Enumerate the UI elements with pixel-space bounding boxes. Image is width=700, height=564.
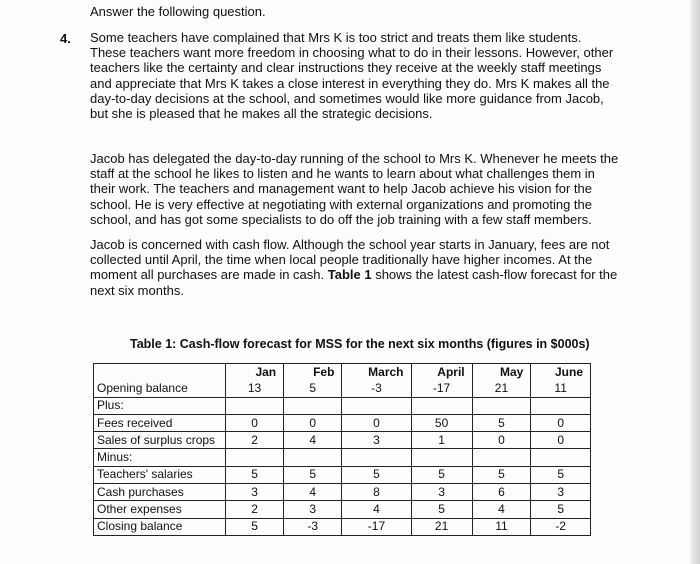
cell-value: 21 <box>472 380 531 397</box>
row-label: Sales of surplus crops <box>94 432 226 449</box>
cell-value <box>342 397 411 414</box>
row-label: Opening balance <box>94 380 226 397</box>
cell-value <box>472 397 531 414</box>
cell-value: 13 <box>225 380 283 397</box>
instruction-text: Answer the following question. <box>90 4 266 19</box>
cell-value: 3 <box>531 484 591 501</box>
cell-value: 5 <box>284 466 342 483</box>
cash-flow-table <box>93 363 591 536</box>
cell-value <box>284 397 342 414</box>
cell-value: 5 <box>531 501 591 518</box>
cell-value: 0 <box>472 432 531 449</box>
cell-value: 5 <box>411 501 472 518</box>
page-edge-shadow <box>690 0 700 564</box>
cell-value <box>342 449 411 466</box>
cell-value: 1 <box>411 432 472 449</box>
cell-value: 11 <box>472 518 531 535</box>
row-label: Cash purchases <box>94 484 226 501</box>
row-label: Closing balance <box>94 518 226 535</box>
paragraph-3-text-b: shows the latest cash-flow forecast for the next six months. <box>90 267 618 298</box>
cell-value: 5 <box>225 518 283 535</box>
cell-value <box>411 397 472 414</box>
cell-value: -3 <box>284 518 342 535</box>
question-number: 4. <box>60 31 71 46</box>
paragraph-3-table-ref: Table 1 <box>327 267 372 283</box>
table-row <box>94 449 591 466</box>
cell-value: 11 <box>531 380 591 397</box>
row-label: Other expenses <box>94 501 226 518</box>
cell-value: 3 <box>411 484 472 501</box>
table-row <box>94 432 591 449</box>
cell-value: 5 <box>531 466 591 483</box>
cell-value <box>225 449 283 466</box>
cell-value: -17 <box>411 380 472 397</box>
header-month: Feb <box>284 364 342 381</box>
cell-value: 0 <box>531 432 591 449</box>
cell-value: -3 <box>342 380 411 397</box>
cell-value <box>225 397 283 414</box>
table-header-row <box>94 364 591 381</box>
cell-value: 0 <box>225 414 283 431</box>
cell-value: 2 <box>225 432 283 449</box>
cell-value: 4 <box>342 501 411 518</box>
table-row-opening-balance <box>94 380 591 397</box>
cell-value: 3 <box>342 432 411 449</box>
header-month: May <box>472 364 531 381</box>
cell-value <box>531 449 591 466</box>
header-month: March <box>342 364 411 381</box>
cell-value <box>531 397 591 414</box>
cell-value: 2 <box>225 501 283 518</box>
cell-value: 4 <box>284 432 342 449</box>
table-row <box>94 501 591 518</box>
table-row <box>94 484 591 501</box>
table-row <box>94 397 591 414</box>
header-blank-cell <box>94 364 226 381</box>
row-label: Fees received <box>94 414 226 431</box>
cell-value <box>284 449 342 466</box>
table-row-closing-balance <box>94 518 591 535</box>
cell-value: 5 <box>472 466 531 483</box>
paragraph-2: Jacob has delegated the day-to-day running of the school to Mrs K. Whenever he meets the staff at the school he likes to listen and he wants to learn about what challenges them in their work. The teachers and management want to help Jacob achieve his vision for the school. He is very effective at negotiating with external organizations and promoting the school, and has got some specialists to do off the job training with a few staff members. <box>90 151 619 227</box>
row-label: Teachers' salaries <box>94 466 226 483</box>
cell-value: 3 <box>284 501 342 518</box>
cell-value: 5 <box>225 466 283 483</box>
header-month: Jan <box>225 364 283 381</box>
header-month: April <box>411 364 472 381</box>
cell-value: 5 <box>342 466 411 483</box>
table-caption: Table 1: Cash-flow forecast for MSS for the next six months (figures in $000s) <box>130 337 590 351</box>
cell-value: 4 <box>284 484 342 501</box>
cell-value: 5 <box>472 414 531 431</box>
cell-value: 4 <box>472 501 531 518</box>
table-row <box>94 466 591 483</box>
row-label: Plus: <box>94 397 226 414</box>
paragraph-3 <box>90 237 620 298</box>
cell-value <box>411 449 472 466</box>
cell-value: -2 <box>531 518 591 535</box>
paragraph-1: Some teachers have complained that Mrs K is too strict and treats them like students. These teachers want more freedom in choosing what to do in their lessons. However, other teachers like the certainty and clear instructions they receive at the weekly staff meetings and appreciate that Mrs K takes a close interest in everything they do. Mrs K makes all the day-to-day decisions at the school, and sometimes would like more guidance from Jacob, but she is pleased that he makes all the strategic decisions. <box>90 30 614 122</box>
cell-value: 0 <box>342 414 411 431</box>
cell-value: 3 <box>225 484 283 501</box>
row-label: Minus: <box>94 449 226 466</box>
table-row <box>94 414 591 431</box>
cell-value: 5 <box>411 466 472 483</box>
cell-value: 0 <box>284 414 342 431</box>
cell-value <box>472 449 531 466</box>
cell-value: 21 <box>411 518 472 535</box>
paragraph-3-text-a: Jacob is concerned with cash flow. Although the school year starts in January, fees are not collected until April, the time when local people traditionally have higher incomes. At the moment all purchases are made in cash. <box>90 237 610 283</box>
cell-value: 8 <box>342 484 411 501</box>
cell-value: 50 <box>411 414 472 431</box>
cell-value: 0 <box>531 414 591 431</box>
cell-value: 6 <box>472 484 531 501</box>
cell-value: -17 <box>342 518 411 535</box>
header-month: June <box>531 364 591 381</box>
cell-value: 5 <box>284 380 342 397</box>
